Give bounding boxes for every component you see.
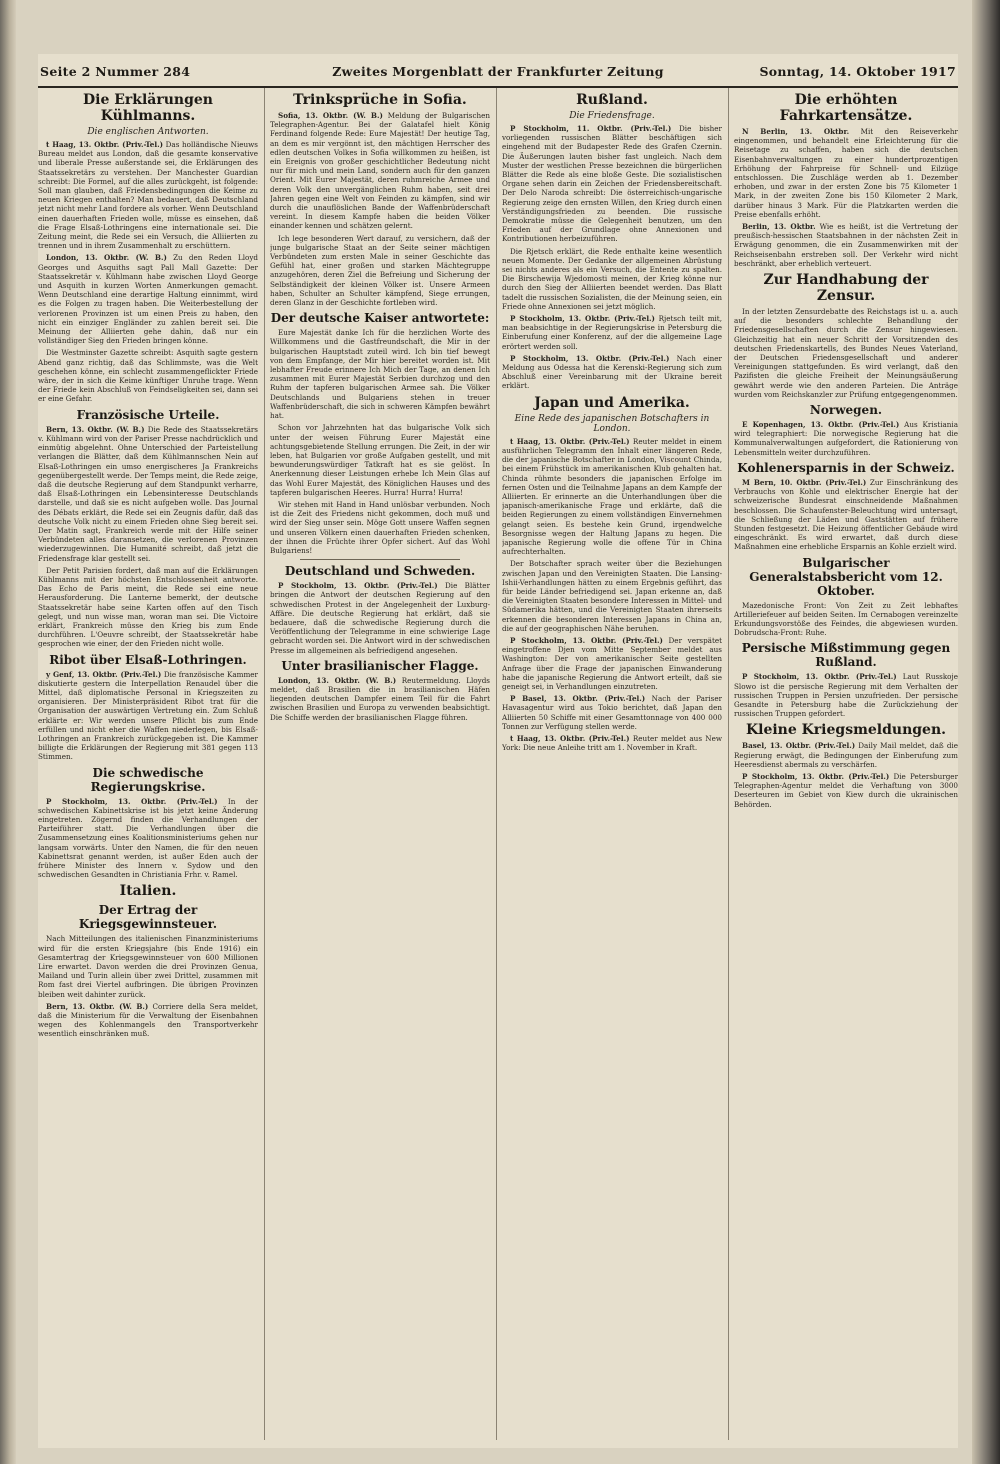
paragraph-text: Zur Einschränkung des Verbrauchs von Kohle und elektrischer Energie hat der schweizerische Bundesrat einschneidende Maßnahmen beschlossen. Die Schaufenster-Beleuchtung wird untersagt, die Schließung der Läden und Gaststätten auf frühere Stunden festgesetzt. Die Heizung öffentlicher Gebäude wird eingeschränkt. Es wird erwartet, daß durch diese Maßnahmen eine erhebliche Ersparnis an Kohle erzielt wird. xyxy=(734,477,958,552)
newspaper-page xyxy=(38,54,958,1448)
article-paragraph xyxy=(502,437,722,557)
dateline: P Stockholm, 13. Oktbr. (Priv.-Tel.) xyxy=(510,353,670,363)
column-rule xyxy=(728,88,729,1440)
dateline: P Stockholm, 13. Oktbr. (Priv.-Tel.) xyxy=(742,771,890,781)
page-edge xyxy=(972,0,1000,1464)
dateline: Berlin, 13. Oktbr. xyxy=(742,222,816,232)
article-paragraph: Eure Majestät danke Ich für die herzlichen Worte des Willkommens und die Gastfreundschaft, die Mir in der bulgarischen Hauptstadt zuteil wird. Ich bin tief bewegt von dem Empfange, der Mir hier bereitet worden ist. Mit lebhafter Freude erinnere Ich Mich der Tage, an denen Ich zusammen mit Eurer Majestät Serbien durchzog und den Ruhm der tapferen bulgarischen Armee sah. Die Völker Deutschlands und Bulgariens stehen in treuer Waffenbrüderschaft, die sich in schweren Kämpfen bewährt hat. xyxy=(270,328,490,421)
article-subheadline: Die englischen Antworten. xyxy=(87,127,209,137)
dateline: Bern, 13. Oktbr. (W. B.) xyxy=(46,1001,149,1011)
paragraph-text: Aus Kristiania wird telegraphiert: Die norwegische Regierung hat die Kommunalverwaltungen aufgefordert, die Rationierung von Lebensmitteln weiter durchzuführen. xyxy=(734,420,958,457)
dateline: P Stockholm, 13. Oktbr. (Priv.-Tel.) xyxy=(46,796,218,806)
article-paragraph xyxy=(38,1002,258,1039)
paragraph-text: Reutermeldung. Lloyds meldet, daß Brasilien die in brasilianischen Häfen liegenden deutschen Dampfer einem Teil für die Fahrt zwischen Brasilien und Europa zu verwenden beabsichtigt. Die Schiffe werden der brasilianischen Flagge führen. xyxy=(270,675,490,722)
paragraph-text: Die Rede des Staatssekretärs v. Kühlmann wird von der Pariser Presse nachdrücklich und einmütig abgelehnt. Ohne Unterschied der Parteistellung verlangen die Blätter, daß dem Kühlmannschen Nein auf Elsaß-Lothringen ein umso energischeres Ja Frankreichs gegenübergestellt werde. Der Temps meint, die Rede zeige, daß die deutsche Regierung auf dem Standpunkt verharre, daß Elsaß-Lothringen ein Lebensinteresse Deutschlands darstelle, und daß sie es nicht aufgeben wolle. Das Journal des Débats erklärt, die Rede sei ein Zeugnis dafür, daß das deutsche Volk nicht zu einem Frieden ohne Sieg bereit sei. Der Matin sagt, Frankreich werde mit der Hilfe seiner Verbündeten alles daransetzen, die verlorenen Provinzen wiederzugewinnen. Die Humanité schreibt, daß jetzt die Friedensfrage klar gestellt sei. xyxy=(38,424,258,563)
dateline: t Haag, 13. Oktbr. (Priv.-Tel.) xyxy=(510,436,630,446)
paragraph-text: Der verspätet eingetroffene Djen vom Mitte September meldet aus Washington: Der von amerikanischer Seite gestellten Anfrage über die Frage der japanischen Einwanderung habe die japanische Regierung die Antwort erteilt, daß sie geneigt sei, in Verhandlungen einzutreten. xyxy=(502,635,722,691)
dateline: P Stockholm, 11. Oktbr. (Priv.-Tel.) xyxy=(510,124,672,133)
paragraph-text: Zu den Reden Lloyd Georges und Asquiths sagt Pall Mall Gazette: Der Staatssekretär v. Kühlmann habe zwischen Lloyd George und Asquith in kurzen Worten Anmerkungen gemacht. Wenn Deutschland eine derartige Haltung einnimmt, wird es die Folgen zu tragen haben. Die Weiterbestellung der verlorenen Provinzen ist um einen Preis zu haben, den nicht ein einziger Engländer zu zahlen bereit sei. Die Meinung der Alliierten gehe dahin, daß nur ein vollständiger Sieg den Frieden bringen könne. xyxy=(38,253,258,346)
dateline: London, 13. Oktbr. (W. B.) xyxy=(46,253,167,263)
section-headline: Italien. xyxy=(119,883,177,900)
paragraph-text: In der schwedischen Kabinettskrise ist bis jetzt keine Änderung eingetreten. Zögernd finden die Verhandlungen der Parteiführer statt. Die Verhandlungen über die Zusammensetzung eines Koalitionsministeriums gehen nur langsam vorwärts. Unter den Namen, die für den neuen Kabinettsrat genannt werden, ist außer Eden auch der frühere Minister des Innern v. Sydow und den schwedischen Gesandten in Christiania Frhr. v. Ramel. xyxy=(38,796,258,880)
paragraph-text: Laut Russkoje Slowo ist die persische Regierung mit dem Verhalten der russischen Truppen in Persien unzufrieden. Der persische Gesandte in Petersburg habe die Zurückziehung der russischen Truppen gefordert. xyxy=(734,672,958,719)
article-headline: Japan und Amerika. xyxy=(534,394,690,411)
article-paragraph xyxy=(38,670,258,762)
article-headline: Die Erklärungen Kühlmanns. xyxy=(83,92,213,124)
article-subheadline: Die Friedensfrage. xyxy=(569,111,655,121)
article-paragraph: Die Rjetsch erklärt, die Rede enthalte keine wesentlich neuen Momente. Der Gedanke der allgemeinen Abrüstung sei nichts anderes als ein Versuch, die Entente zu spalten. Die Birschewija Wjedomosti meinen, der Krieg könne nur durch den Sieg der Alliierten beendet werden. Das Blatt tadelt die russischen Sozialisten, die der Meinung seien, ein Friede ohne Annexionen sei jetzt möglich. xyxy=(502,246,722,311)
article-divider xyxy=(300,559,460,560)
article-paragraph xyxy=(38,797,258,880)
paragraph-text: Meldung der Bulgarischen Telegraphen-Agentur. Bei der Galatafel hielt König Ferdinand folgende Rede: Eure Majestät! Der heutige Tag, an dem es mir vergönnt ist, den mächtigen Herrscher des edlen deutschen Volkes in Sofia willkommen zu heißen, ist ein Ereignis von großer geschichtlicher Bedeutung nicht nur für mich und mein Land, sondern auch für den ganzen Orient. Mit Eurer Majestät, deren ruhmreiche Armee und deren Volk den unvergänglichen Ruhm haben, seit drei Jahren gegen eine Welt von Feinden zu kämpfen, sind wir durch die unauflöslichen Bande der Waffenbrüderschaft vereint. In diesem Kampfe haben die beiden Völker einander kennen und schätzen gelernt. xyxy=(270,111,490,231)
article-paragraph: Mazedonische Front: Von Zeit zu Zeit lebhaftes Artilleriefeuer auf beiden Seiten. Im Cernabogen vereinzelte Erkundungsvorstöße des Feindes, die abgewiesen wurden. Dobrudscha-Front: Ruhe. xyxy=(734,600,958,638)
newspaper-title: Zweites Morgenblatt der Frankfurter Zeitung xyxy=(332,64,664,79)
article-headline: Bulgarischer Generalstabsbericht vom 12. Oktober. xyxy=(749,555,943,598)
dateline: P Stockholm, 13. Oktbr. (Priv.-Tel.) xyxy=(278,581,438,591)
article-paragraph: Wir stehen mit Hand in Hand unlösbar verbunden. Noch ist die Zeit des Friedens nicht gekommen, doch muß und wird der Sieg unser sein. Möge Gott unsere Waffen segnen und unseren Völkern einen dauerhaften Frieden schenken, der ihnen die Früchte ihrer Opfer sichert. Auf das Wohl Bulgariens! xyxy=(270,499,490,555)
article-headline: Persische Mißstimmung gegen Rußland. xyxy=(741,641,951,670)
paragraph-text: Rjetsch teilt mit, man beabsichtige in der Regierungskrise in Petersburg die Einberufung einer Konferenz, auf der die allgemeine Lage erörtert werden soll. xyxy=(502,314,722,351)
dateline: t Haag, 13. Oktbr. (Priv.-Tel.) xyxy=(510,733,630,743)
article-paragraph xyxy=(38,253,258,345)
article-paragraph: Schon vor Jahrzehnten hat das bulgarische Volk sich unter der weisen Führung Eurer Majestät eine achtungsgebietende Stellung errungen. Die Zeit, in der wir leben, hat Bulgarien vor große Aufgaben gestellt, und mit bewunderungswürdiger Tatkraft hat es sie gelöst. In Anerkennung dieser Leistungen erhebe Ich Mein Glas auf das Wohl Eurer Majestät, des Königlichen Hauses und des tapferen bulgarischen Heeres. Hurra! Hurra! Hurra! xyxy=(270,423,490,497)
binding-edge xyxy=(0,0,16,1464)
article-paragraph xyxy=(734,222,958,268)
paragraph-text: Das holländische Nieuws Bureau meldet aus London, daß die gesamte konservative und liberale Presse außerstande sei, die Erklärungen des Staatssekretärs zu verstehen. Der Manchester Guardian schreibt: Die Formel, auf die alles zurückgeht, ist folgende: Soll man glauben, daß Friedensbedingungen die Keime zu neuen Kriegen enthalten? Man bedauert, daß Deutschland jetzt nicht mehr Land fordere als vorher. Wenn Deutschland einen dauerhaften Frieden wolle, müsse es einsehen, daß die Frage Elsaß-Lothringens eine internationale sei. Die Zeitung meint, die Rede sei ein Versuch, die Alliierten zu trennen und in ihrem Zusammenhalt zu erschüttern. xyxy=(38,140,258,251)
article-paragraph: Ich lege besonderen Wert darauf, zu versichern, daß der junge bulgarische Staat an der Seite seiner mächtigen Verbündeten zum ersten Male in seiner Geschichte das Gefühl hat, einer großen und starken Mächtegruppe anzugehören, deren Ziel die Befreiung und Sicherung der Selbständigkeit der kleinen Völker ist. Unsere Armeen haben, Schulter an Schulter kämpfend, Siege errungen, deren Glanz in der Geschichte fortleben wird. xyxy=(270,233,490,308)
article-paragraph: Der Botschafter sprach weiter über die Beziehungen zwischen Japan und den Vereinigten Staaten. Die Lansing-Ishii-Verhandlungen hätten zu einem Ergebnis geführt, das für beide Länder befriedigend sei. Japan erkenne an, daß die Vereinigten Staaten besondere Interessen in Mittel- und Südamerika hätten, und die Vereinigten Staaten ihrerseits erkennen die besonderen Interessen Japans in China an, die auf der geographischen Nähe beruhen. xyxy=(502,559,722,633)
column-4 xyxy=(734,88,958,1440)
dateline: P Stockholm, 13. Oktbr. (Priv.-Tel.) xyxy=(742,672,897,682)
article-headline: Ribot über Elsaß-Lothringen. xyxy=(49,652,247,667)
article-headline: Deutschland und Schweden. xyxy=(284,564,476,579)
article-paragraph xyxy=(734,672,958,718)
article-paragraph: Nach Mitteilungen des italienischen Finanzministeriums wird für die ersten Kriegsjahre (bis Ende 1916) ein Gesamtertrag der Kriegsgewinnsteuer von 600 Millionen Lire erwartet. Davon werden die drei Provinzen Genua, Mailand und Turin allein über zwei Drittel, zusammen mit Rom fast drei Viertel aufbringen. Die übrigen Provinzen bleiben weit dahinter zurück. xyxy=(38,934,258,999)
article-paragraph xyxy=(502,354,722,391)
article-headline: Kohlenersparnis in der Schweiz. xyxy=(737,460,955,475)
article-headline: Die schwedische Regierungskrise. xyxy=(90,765,206,794)
article-paragraph xyxy=(270,676,490,722)
dateline: P Stockholm, 13. Oktbr. (Priv.-Tel.) xyxy=(510,635,663,645)
paragraph-text: Daily Mail meldet, daß die Regierung erwägt, die Bedingungen der Einberufung zum Heeresdienst abermals zu verschärfen. xyxy=(734,741,958,769)
article-paragraph xyxy=(502,734,722,752)
article-paragraph xyxy=(734,772,958,809)
article-headline: Die erhöhten Fahrkartensätze. xyxy=(779,92,913,124)
article-headline: Zur Handhabung der Zensur. xyxy=(763,272,929,305)
column-rule xyxy=(496,88,497,1440)
dateline: y Genf, 13. Oktbr. (Priv.-Tel.) xyxy=(46,669,162,679)
paragraph-text: Die Blätter bringen die Antwort der deutschen Regierung auf den schwedischen Protest in der Angelegenheit der Luxburg-Affäre. Die deutsche Regierung hat erklärt, daß sie bedauere, daß die schwedische Regierung durch die Veröffentlichung der Telegramme in eine schwierige Lage gebracht worden sei. Die Antwort wird in der schwedischen Presse im allgemeinen als befriedigend angesehen. xyxy=(270,581,490,655)
paragraph-text: Nach einer Meldung aus Odessa hat die Kerenski-Regierung sich zum Abschluß einer Vereinbarung mit der Ukraine bereit erklärt. xyxy=(502,353,722,391)
column-1 xyxy=(38,88,258,1440)
dateline: M Bern, 10. Oktbr. (Priv.-Tel.) xyxy=(742,477,867,487)
dateline: London, 13. Oktbr. (W. B.) xyxy=(278,675,397,685)
article-headline: Französische Urteile. xyxy=(76,407,220,422)
article-paragraph xyxy=(734,741,958,769)
article-paragraph xyxy=(502,694,722,731)
article-headline: Unter brasilianischer Flagge. xyxy=(281,658,479,673)
article-subheadline: Eine Rede des japanischen Botschafters in London. xyxy=(514,413,710,434)
paragraph-text: Nach der Pariser Havasagentur wird aus Tokio berichtet, daß Japan den Alliierten 50 Schiffe mit einer Gesamttonnage von 400 000 Tonnen zur Verfügung stellen werde. xyxy=(502,694,722,731)
dateline: Basel, 13. Oktbr. (Priv.-Tel.) xyxy=(742,741,856,751)
article-paragraph xyxy=(734,127,958,219)
column-3 xyxy=(502,88,722,1440)
article-paragraph: Die Westminster Gazette schreibt: Asquith sagte gestern Abend ganz richtig, daß das Schlimmste, was die Welt geschehen könne, ein schlecht zusammengeflickter Friede wäre, der in sich die Keime künftiger Unruhe trage. Wenn der Friede kein Abschluß von Feindseligkeiten sei, dann sei er eine Gefahr. xyxy=(38,348,258,404)
dateline: Bern, 13. Oktbr. (W. B.) xyxy=(46,424,145,434)
article-paragraph xyxy=(734,420,958,457)
paragraph-text: Mit den Reiseverkehr eingenommen, und behandelt eine Erleichterung für die Reisetage zu schaffen, haben sich die deutschen Eisenbahnverwaltungen zu einer hundertprozentigen Erhöhung der Fahrpreise für Schnell- und Eilzüge entschlossen. Die Zuschläge werden ab 1. Dezember erhoben, und zwar in der ersten Zone bis 75 Kilometer 1 Mark, in der zweiten Zone bis 150 Kilometer 2 Mark, darüber hinaus 3 Mark. Für die Platzkarten werden die Preise ebenfalls erhöht. xyxy=(734,127,958,219)
article-paragraph xyxy=(38,140,258,250)
issue-date: Sonntag, 14. Oktober 1917 xyxy=(759,64,956,79)
article-headline: Der Ertrag der Kriegsgewinnsteuer. xyxy=(78,903,218,932)
dateline: E Kopenhagen, 13. Oktbr. (Priv.-Tel.) xyxy=(742,420,900,430)
dateline: Sofia, 13. Oktbr. (W. B.) xyxy=(278,111,383,120)
paragraph-text: Die bisher vorliegenden russischen Blätter beschäftigen sich eingehend mit der Budapester Rede des Grafen Czernin. Die Äußerungen lauten bisher fast ungleich. Nach dem Muster der westlichen Presse bezeichnen die bürgerlichen Blätter die Rede als eine bloße Geste. Die sozialistischen Organe sehen darin ein Zeichen der Friedensbereitschaft. Der Delo Naroda schreibt: Die österreichisch-ungarische Regierung zeige den ernsten Willen, den Krieg durch einen Verständigungsfrieden zu beenden. Die russische Demokratie müsse die Gelegenheit benutzen, um den Frieden auf der Grundlage ohne Annexionen und Kontributionen herbeizuführen. xyxy=(502,124,722,244)
article-paragraph xyxy=(734,478,958,552)
dateline: P Stockholm, 13. Oktbr. (Priv.-Tel.) xyxy=(510,314,655,324)
article-paragraph xyxy=(270,581,490,655)
article-paragraph: Der Petit Parisien fordert, daß man auf die Erklärungen Kühlmanns mit der höchsten Entschlossenheit antworte. Das Echo de Paris meint, die Rede sei eine neue Herausforderung. Die Lanterne bemerkt, der deutsche Staatssekretär habe seine Karten offen auf den Tisch gelegt, und nun wisse man, woran man sei. Die Victoire erklärt, Frankreich müsse den Krieg bis zum Ende durchführen. L'Oeuvre schreibt, der Staatssekretär habe gesprochen wie einer, der den Frieden nicht wolle. xyxy=(38,565,258,649)
masthead xyxy=(38,60,958,82)
dateline: t Haag, 13. Oktbr. (Priv.-Tel.) xyxy=(46,140,163,149)
article-paragraph: In der letzten Zensurdebatte des Reichstags ist u. a. auch auf die besonders schlechte Behandlung der Friedensgesellschaften durch die Zensur hingewiesen. Gleichzeitig hat ein neuer Schritt der Vorsitzenden des deutschen Friedenskartells, des Bundes Neues Vaterland, der Deutschen Friedensgesellschaft und anderer Vereinigungen stattgefunden. Es wird verlangt, daß den Pazifisten die gleiche Freiheit der Meinungsäußerung gewährt werde wie den anderen Parteien. Die Anträge wurden vom Reichskanzler zur Prüfung entgegengenommen. xyxy=(734,307,958,399)
column-2 xyxy=(270,88,490,1440)
article-paragraph xyxy=(502,314,722,351)
article-paragraph xyxy=(502,124,722,244)
section-headline: Rußland. xyxy=(576,92,648,108)
dateline: P Basel, 13. Oktbr. (Priv.-Tel.) xyxy=(510,694,646,704)
paragraph-text: Reuter meldet aus New York: Die neue Anleihe tritt am 1. November in Kraft. xyxy=(502,733,722,753)
paragraph-text: Wie es heißt, ist die Vertretung der preußisch-hessischen Staatsbahnen in der nächsten Zeit in Erwägung genommen, die ein Zusammenwirken mit der Reichseisenbahn erstreben soll. Der Verkehr wird nicht beschränkt, aber erheblich verteuert. xyxy=(734,222,958,268)
paragraph-text: Reuter meldet in einem ausführlichen Telegramm den Inhalt einer längeren Rede, die der japanische Botschafter in London, Viscount Chinda, bei einem Frühstück im amerikanischen Klub gehalten hat. Chinda rühmte besonders die japanischen Erfolge im fernen Osten und die Teilnahme Japans an dem Kampfe der Alliierten. Er erinnerte an die Unterhandlungen über die japanisch-amerikanische Frage und erklärte, daß die beiden Regierungen zu einem vollständigen Einvernehmen gelangt seien. Es bestehe kein Grund, irgendwelche Besorgnisse wegen der Haltung Japans zu hegen. Die japanische Regierung wolle die offene Tür in China aufrechterhalten. xyxy=(502,436,722,557)
article-paragraph xyxy=(38,425,258,563)
page-number: Seite 2 Nummer 284 xyxy=(40,64,191,79)
article-paragraph xyxy=(270,111,490,231)
column-rule xyxy=(264,88,265,1440)
article-headline: Trinksprüche in Sofia. xyxy=(293,92,467,108)
article-paragraph xyxy=(502,636,722,691)
dateline: N Berlin, 13. Oktbr. xyxy=(742,127,850,136)
article-headline: Kleine Kriegsmeldungen. xyxy=(745,722,947,739)
paragraph-text: Die Petersburger Telegraphen-Agentur meldet die Verhaftung von 3000 Deserteuren im Gebiet von Kiew durch die ukrainischen Behörden. xyxy=(734,771,958,809)
paragraph-text: Die französische Kammer diskutierte gestern die Interpellation Renaudel über die Mittel, daß diplomatische Personal in Kriegszeiten zu organisieren. Der Ministerpräsident Ribot trat für die Organisation der auswärtigen Vertretung ein. Zum Schluß erklärte er: Wir werden unsere Pflicht bis zum Ende erfüllen und nicht eher die Waffen niederlegen, bis Elsaß-Lothringen an Frankreich zurückgegeben ist. Die Kammer billigte die Erklärungen der Regierung mit 381 gegen 113 Stimmen. xyxy=(38,669,258,762)
article-headline: Norwegen. xyxy=(809,403,883,418)
paragraph-text: Corriere della Sera meldet, daß die Ministerium für die Verwaltung der Eisenbahnen wegen des Kohlenmangels den Transportverkehr wesentlich einschränken muß. xyxy=(38,1001,258,1039)
article-headline: Der deutsche Kaiser antwortete: xyxy=(270,311,490,326)
